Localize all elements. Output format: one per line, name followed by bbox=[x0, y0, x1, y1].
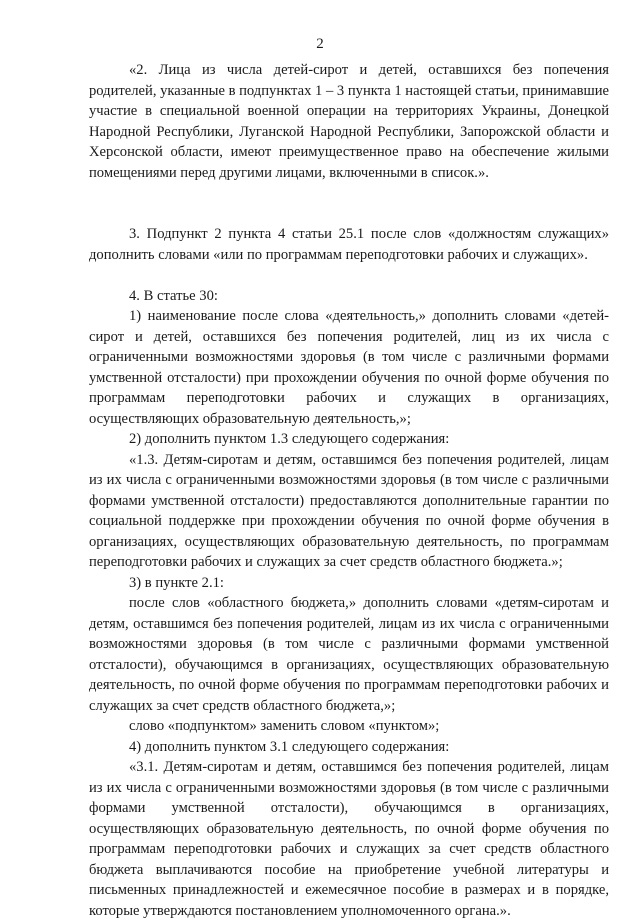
paragraph-item-3: 3. Подпункт 2 пункта 4 статьи 25.1 после слов «должностям служащих» дополнить словами «или по программам переподготовки рабочих и служащих». bbox=[89, 226, 609, 263]
page-number: 2 bbox=[316, 36, 324, 52]
paragraph-clause-1-3: «1.3. Детям-сиротам и детям, оставшимся без попечения родителей, лицам из их числа с ограниченными возможностями здоровья (в том числе с различными формами умственной отсталости) предоставляются дополнительные гарантии по социальной поддержке при прохождении обучения по очной форме обучения в организациях, осуществляющих образовательную деятельность, по программам переподготовки рабочих и служащих за счет средств областного бюджета.»; bbox=[89, 451, 609, 570]
paragraph-subitem-3-amendment: после слов «областного бюджета,» дополнить словами «детям-сиротам и детям, оставшимся без попечения родителей, лицам из их числа с ограниченными возможностями здоровья (в том числе с различными формами умственной отсталости), обучающимся в организациях, осуществляющих образовательную деятельность, по очной форме обучения по программам переподготовки рабочих и служащих за счет средств областного бюджета,»; bbox=[89, 595, 609, 714]
document-body bbox=[89, 60, 609, 921]
paragraph-clause-3-1: «3.1. Детям-сиротам и детям, оставшимся без попечения родителей, лицам из их числа с ограниченными возможностями здоровья (в том числе с различными формами умственной отсталости), обучающимся в организациях, осуществляющих образовательную деятельность, по очной форме обучения по программам переподготовки рабочих и служащих за счет средств областного бюджета выплачиваются пособие на приобретение учебной литературы и письменных принадлежностей и ежемесячное пособие в размерах и в порядке, которые утверждаются постановлением уполномоченного органа.». bbox=[89, 759, 609, 919]
paragraph-subitem-3-replacement: слово «подпунктом» заменить словом «пунктом»; bbox=[129, 718, 440, 734]
paragraph-gap bbox=[89, 204, 609, 225]
paragraph-subitem-1: 1) наименование после слова «деятельность,» дополнить словами «детей-сирот и детей, оставшихся без попечения родителей, лиц из их числа с ограниченными возможностями здоровья (в том числе с различными формами умственной отсталости) при прохождении обучения по очной форме обучения по программам переподготовки рабочих и служащих в организациях, осуществляющих образовательную деятельность,»; bbox=[89, 308, 609, 427]
paragraph-subitem-2: 2) дополнить пунктом 1.3 следующего содержания: bbox=[129, 431, 450, 447]
paragraph-clause-2: «2. Лица из числа детей-сирот и детей, оставшихся без попечения родителей, указанные в подпунктах 1 – 3 пункта 1 настоящей статьи, принимавшие участие в специальной военной операции на территориях Украины, Донецкой Народной Республики, Луганской Народной Республики, Запорожской области и Херсонской области, имеют преимущественное право на обеспечение жилыми помещениями перед другими лицами, включенными в список.». bbox=[89, 62, 609, 181]
paragraph-item-4-heading: 4. В статье 30: bbox=[129, 287, 218, 304]
paragraph-gap bbox=[89, 183, 609, 204]
paragraph-subitem-4: 4) дополнить пунктом 3.1 следующего содержания: bbox=[129, 738, 450, 755]
paragraph-subitem-3: 3) в пункте 2.1: bbox=[129, 574, 224, 591]
paragraph-gap bbox=[89, 265, 609, 286]
